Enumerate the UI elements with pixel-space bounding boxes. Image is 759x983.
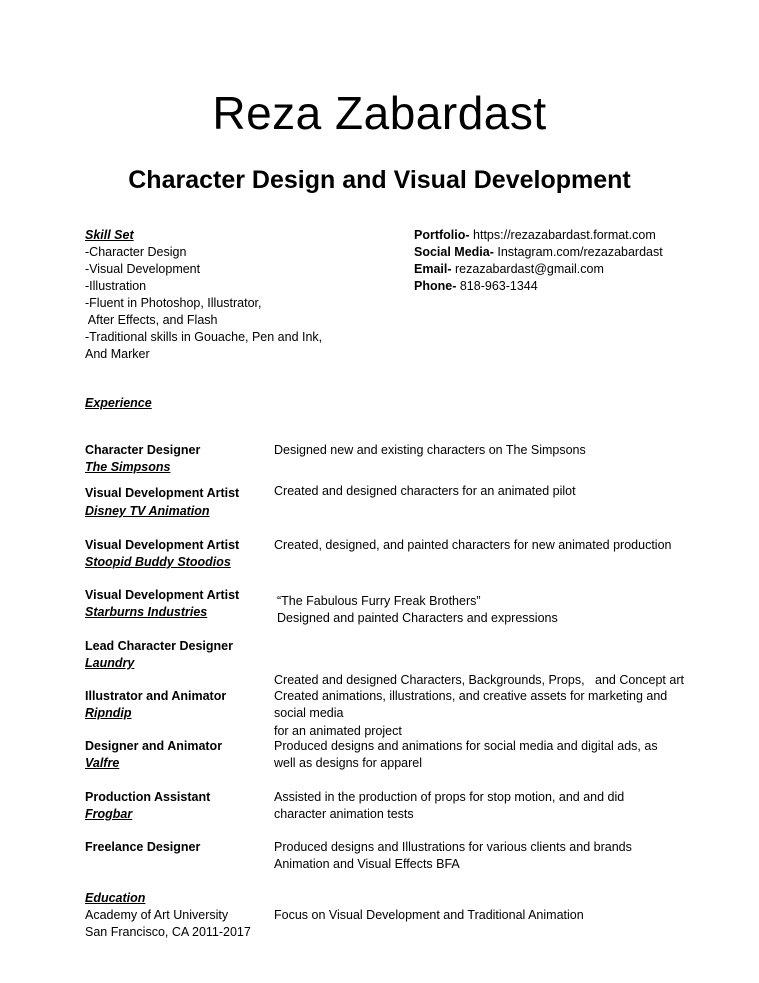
- job-left: [85, 839, 270, 856]
- job-desc-line: well as designs for apparel: [274, 756, 422, 770]
- job-company: Disney TV Animation: [85, 504, 210, 518]
- job-title: Character Designer: [85, 443, 201, 457]
- social-media-label: Social Media-: [414, 245, 494, 259]
- job-company: Stoopid Buddy Stoodios: [85, 555, 231, 569]
- education-left: [85, 890, 270, 941]
- job-description: [274, 688, 694, 722]
- job-desc-line: Produced designs and Illustrations for various clients and brands: [274, 840, 632, 854]
- skill-item: -Fluent in Photoshop, Illustrator,: [85, 296, 262, 310]
- skill-item: -Traditional skills in Gouache, Pen and Ink,: [85, 330, 323, 344]
- job-left: [85, 789, 270, 823]
- contact-social: [414, 244, 744, 261]
- job-company: Frogbar: [85, 807, 133, 821]
- job-left: [85, 688, 270, 722]
- job-title: Lead Character Designer: [85, 639, 233, 653]
- job-description: [274, 789, 694, 823]
- phone-label: Phone-: [414, 279, 457, 293]
- education-school: Academy of Art University: [85, 908, 229, 922]
- contact-section: [414, 227, 744, 295]
- job-desc-line: Created animations, illustrations, and creative assets for marketing and: [274, 689, 668, 703]
- job-desc-line: Designed new and existing characters on The Simpsons: [274, 443, 586, 457]
- job-description: [274, 839, 694, 873]
- portfolio-label: Portfolio-: [414, 228, 470, 242]
- skill-item: -Character Design: [85, 245, 187, 259]
- job-left: [85, 485, 270, 520]
- job-title: Illustrator and Animator: [85, 689, 227, 703]
- social-media-link[interactable]: Instagram.com/rezazabardast: [497, 245, 663, 259]
- skill-item: -Illustration: [85, 279, 147, 293]
- job-company: Ripndip: [85, 706, 132, 720]
- job-desc-line: Created and designed characters for an animated pilot: [274, 484, 576, 498]
- portfolio-link[interactable]: https://rezazabardast.format.com: [473, 228, 656, 242]
- email-link[interactable]: rezazabardast@gmail.com: [455, 262, 604, 276]
- skill-item: -Visual Development: [85, 262, 201, 276]
- job-desc-line: for an animated project: [274, 724, 402, 738]
- skill-item: After Effects, and Flash: [85, 313, 218, 327]
- job-desc-line: Created, designed, and painted characters for new animated production: [274, 538, 672, 552]
- job-desc-line: Assisted in the production of props for stop motion, and and did: [274, 790, 625, 804]
- job-description: [277, 593, 697, 627]
- job-company: The Simpsons: [85, 460, 171, 474]
- education-heading: Education: [85, 891, 146, 905]
- job-left: [85, 738, 270, 772]
- job-title: Freelance Designer: [85, 840, 201, 854]
- job-left: [85, 442, 270, 476]
- job-description: [274, 442, 694, 459]
- job-description: [274, 537, 694, 554]
- job-title: Visual Development Artist: [85, 538, 240, 552]
- experience-heading: Experience: [85, 396, 152, 410]
- skill-set-heading: Skill Set: [85, 228, 134, 242]
- job-description: [274, 738, 694, 772]
- job-title: Designer and Animator: [85, 739, 223, 753]
- contact-portfolio: [414, 227, 744, 244]
- job-desc-line: Designed and painted Characters and expressions: [277, 611, 558, 625]
- job-company: Laundry: [85, 656, 135, 670]
- email-label: Email-: [414, 262, 452, 276]
- education-description: Focus on Visual Development and Traditional Animation: [274, 908, 584, 922]
- job-desc-line: Produced designs and animations for social media and digital ads, as: [274, 739, 658, 753]
- job-title: Visual Development Artist: [85, 486, 240, 500]
- resume-subtitle: Character Design and Visual Development: [128, 166, 631, 194]
- job-description: [274, 483, 694, 500]
- job-desc-line: social media: [274, 706, 344, 720]
- job-left: [85, 638, 270, 672]
- job-company: Starburns Industries: [85, 605, 208, 619]
- skill-set-section: [85, 227, 385, 363]
- job-left: [85, 537, 270, 571]
- resume-name: Reza Zabardast: [212, 87, 547, 139]
- job-desc-line: “The Fabulous Furry Freak Brothers”: [277, 594, 481, 608]
- job-desc-line: Created and designed Characters, Backgrounds, Props, and Concept art: [274, 673, 684, 687]
- job-desc-line: Animation and Visual Effects BFA: [274, 857, 460, 871]
- job-company: Valfre: [85, 756, 120, 770]
- education-location: San Francisco, CA 2011-2017: [85, 925, 251, 939]
- job-title: Visual Development Artist: [85, 588, 240, 602]
- job-left: [85, 587, 270, 621]
- skill-item: And Marker: [85, 347, 150, 361]
- job-desc-line: character animation tests: [274, 807, 414, 821]
- contact-email: [414, 261, 744, 278]
- contact-phone: [414, 278, 744, 295]
- phone-value: 818-963-1344: [459, 279, 538, 293]
- job-title: Production Assistant: [85, 790, 211, 804]
